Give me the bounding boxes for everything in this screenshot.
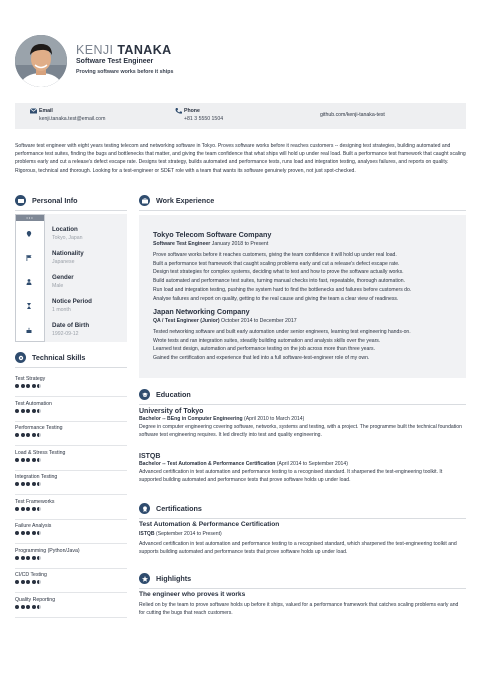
skill-item: [15, 548, 127, 560]
skill-rating: [15, 409, 127, 413]
graduation-cap-icon: [139, 389, 150, 400]
skill-divider: [15, 519, 127, 520]
nationality-value: Japanese: [52, 259, 75, 265]
highlight-entry: [139, 591, 465, 618]
rating-dot: [15, 580, 19, 584]
skill-rating: [15, 482, 127, 486]
rating-dot: [21, 433, 25, 437]
rating-dot: [32, 433, 36, 437]
gender-key: Gender: [52, 274, 74, 281]
personal-info-notice: [52, 298, 92, 313]
cake-icon: [26, 327, 32, 333]
contact-github: [320, 112, 385, 118]
rating-dot: [26, 605, 30, 609]
skill-name: Failure Analysis: [15, 523, 52, 529]
rating-dot: [32, 556, 36, 560]
education-degree-line: [139, 461, 465, 467]
skill-item: [15, 597, 127, 609]
star-icon: [139, 573, 150, 584]
rating-dot: [15, 556, 19, 560]
last-name: TANAKA: [117, 43, 172, 57]
person-icon: [26, 279, 32, 285]
rating-dot: [15, 384, 19, 388]
rating-dot: [32, 384, 36, 388]
rating-dot: [21, 384, 25, 388]
job-company: Japan Networking Company: [153, 307, 250, 316]
skill-divider: [15, 470, 127, 471]
rating-dot: [26, 384, 30, 388]
rating-dot: [32, 507, 36, 511]
divider: [15, 210, 127, 211]
skill-item: [15, 572, 127, 584]
skill-item: [15, 523, 127, 535]
skill-name: Load & Stress Testing: [15, 449, 66, 456]
rating-dot: [15, 458, 19, 462]
certification-entry: [139, 521, 465, 557]
education-school: ISTQB: [139, 453, 161, 460]
job-bullet: Analyse failures and report on quality, getting to the real cause and giving the team a clear view of readiness.: [153, 295, 399, 302]
rating-dot: [37, 482, 41, 486]
divider: [139, 588, 466, 589]
skill-item: [15, 474, 127, 486]
work-title: Work Experience: [156, 196, 215, 205]
job-bullet: Run load and integration testing, pushing the system hard to find the bottlenecks and failures before customers do.: [153, 286, 412, 293]
profile-photo: [15, 35, 67, 87]
rating-dot: [21, 605, 25, 609]
rating-dot: [26, 507, 30, 511]
phone-icon: [175, 108, 182, 114]
job-dates: October 2014 to December 2017: [221, 318, 297, 324]
hourglass-icon: [26, 303, 32, 309]
location-pin-icon: [26, 231, 32, 237]
job-bullet: Learned test design, automation and performance testing on the job across more than three years.: [153, 346, 375, 353]
certifications-heading: [139, 503, 202, 514]
flag-icon: [26, 255, 32, 261]
skill-divider: [15, 543, 127, 544]
rating-dot: [37, 556, 41, 560]
dob-key: Date of Birth: [52, 322, 90, 329]
skill-item: [15, 425, 127, 437]
job-role: QA / Test Engineer (Junior): [153, 318, 220, 324]
skill-name: Test Automation: [15, 400, 52, 407]
job-bullet: Gained the certification and experience that led into a full software-test-engineer role of my own.: [153, 355, 370, 362]
divider: [139, 518, 466, 519]
skill-name: Quality Reporting: [15, 596, 56, 603]
gear-icon: [15, 352, 26, 363]
highlights-title: Highlights: [156, 574, 192, 583]
email-label: Email: [39, 108, 53, 114]
envelope-icon: [30, 108, 37, 114]
divider: [139, 404, 466, 405]
phone-label: Phone: [184, 108, 200, 114]
education-heading: [139, 389, 191, 400]
skill-item: [15, 401, 127, 413]
rating-dot: [15, 605, 19, 609]
divider: [139, 210, 466, 211]
job-dates: January 2018 to Present: [211, 241, 269, 247]
rating-dot: [26, 409, 30, 413]
skill-divider: [15, 568, 127, 569]
certification-issuer: ISTQB: [139, 531, 155, 537]
rating-dot: [21, 580, 25, 584]
work-heading: [139, 195, 214, 206]
education-dates: (April 2010 to March 2014): [244, 416, 305, 422]
job-bullet: Prove software works before it reaches customers, giving the team confidence it will hold up under real load.: [153, 252, 397, 258]
contact-email: [30, 108, 105, 122]
dob-value: 1992-09-12: [52, 331, 79, 337]
rating-dot: [15, 433, 19, 437]
skill-name: Test Frameworks: [15, 498, 55, 505]
rating-dot: [21, 482, 25, 486]
personal-info-location: [52, 226, 83, 241]
rating-dot: [26, 531, 30, 535]
rating-dot: [21, 556, 25, 560]
highlight-desc: Relied on by the team to prove software holds up before it ships, valued for a performance framework that catches scaling problems early and for cutting the bugs that reach customers.: [139, 602, 459, 617]
gender-value: Male: [52, 283, 64, 289]
notice-value: 1 month: [52, 307, 71, 313]
rating-dot: [15, 531, 19, 535]
education-degree-line: [139, 416, 465, 422]
personal-info-dob: [52, 322, 89, 337]
education-title: Education: [156, 390, 191, 399]
rating-dot: [21, 507, 25, 511]
rating-dot: [37, 458, 41, 462]
rating-dot: [32, 409, 36, 413]
rating-dot: [32, 482, 36, 486]
rating-dot: [21, 409, 25, 413]
skill-name: Integration Testing: [15, 474, 58, 480]
profile-summary: Software test engineer with eight years testing telecom and networking software in Tokyo. Proves software works before it reaches customers -- designing test strategies, building automated and performance test suites, finding the bugs and bottlenecks that matter, and giving the team confidence that what ships will hold up under real load. Built a performance test framework that caught scaling problems early and cut a release's defect escape rate. Designs test strategy, builds automated and performance tests, runs load and integration testing, analyses failures, and reports on quality. Rigorous, technical and thorough. Looking for a test-engineer or SDET role with a team that wants its software genuinely proven, not just spot-checked.: [15, 143, 466, 174]
rating-dot: [26, 458, 30, 462]
rating-dot: [32, 458, 36, 462]
skill-item: [15, 499, 127, 511]
personal-info-title: Personal Info: [32, 196, 78, 205]
personal-info-heading: [15, 195, 78, 206]
contact-phone: [175, 108, 223, 122]
certification-desc: Advanced certification in test automation and performance testing to a recognised standard, which sharpened the test-engineering toolkit and supports building automated and performance tests that prove software holds up under load.: [139, 541, 457, 556]
highlights-heading: [139, 573, 191, 584]
education-entry: [139, 408, 465, 440]
education-entry: [139, 453, 465, 485]
education-degree: Bachelor -- Test Automation & Performance Certification: [139, 461, 276, 467]
rating-dot: [37, 409, 41, 413]
job-bullet: Wrote tests and ran integration suites, steadily building automation and analysis skills over the years.: [153, 337, 381, 344]
certificate-icon: [139, 503, 150, 514]
notice-key: Notice Period: [52, 298, 92, 305]
rating-dot: [37, 605, 41, 609]
rating-dot: [15, 409, 19, 413]
rating-dot: [21, 458, 25, 462]
skill-item: [15, 450, 127, 462]
skills-heading: [15, 352, 85, 363]
rating-dot: [26, 433, 30, 437]
job-bullet: Build automated and performance test suites, turning manual checks into fast, repeatable, thorough automation.: [153, 278, 406, 285]
rating-dot: [32, 580, 36, 584]
rating-dot: [26, 580, 30, 584]
rating-dot: [15, 507, 19, 511]
skill-item: [15, 376, 127, 388]
nationality-key: Nationality: [52, 250, 84, 257]
job-bullet: Design test strategies for complex systems, deciding what to test and how to prove the software actually works.: [153, 269, 404, 276]
skill-name: Programming (Python/Java): [15, 547, 80, 554]
rating-dot: [37, 507, 41, 511]
skill-divider: [15, 396, 127, 397]
certification-dates: (September 2014 to Present): [156, 531, 222, 537]
skill-rating: [15, 580, 127, 584]
job-bullet: Tested networking software and built early automation under senior engineers, learning test engineering hands-on.: [153, 329, 411, 335]
divider: [15, 367, 127, 368]
skill-name: Test Strategy: [15, 376, 46, 382]
candidate-name: [76, 43, 172, 57]
rating-dot: [32, 531, 36, 535]
skill-rating: [15, 433, 127, 437]
education-desc: Advanced certification in test automation and performance testing to a recognised standard. It sharpened the test-engineering toolkit. It supported building automated and performance tests that prove software holds up under load.: [139, 469, 443, 484]
certification-name: Test Automation & Performance Certification: [139, 521, 280, 528]
location-value: Tokyo, Japan: [52, 235, 83, 241]
personal-info-nationality: [52, 250, 84, 265]
skill-divider: [15, 617, 127, 618]
skill-rating: [15, 458, 127, 462]
education-dates: (April 2014 to September 2014): [276, 461, 348, 467]
location-key: Location: [52, 226, 78, 233]
skill-rating: [15, 384, 127, 388]
job-entry: [153, 230, 458, 303]
certification-issuer-line: [139, 531, 465, 537]
phone-link[interactable]: +81 3 5550 1504: [184, 116, 224, 122]
github-link[interactable]: github.com/kenji-tanaka-test: [320, 112, 385, 118]
rating-dot: [26, 482, 30, 486]
certifications-title: Certifications: [156, 504, 202, 513]
skills-title: Technical Skills: [32, 353, 86, 362]
skill-divider: [15, 592, 127, 593]
skill-divider: [15, 445, 127, 446]
contact-bar: [15, 103, 466, 129]
education-desc: Degree in computer engineering covering software, networks, systems and testing, with a project. The programme built the technical foundation software test engineering requires. It led directly into test and quality engineering.: [139, 424, 462, 439]
skill-rating: [15, 531, 127, 535]
job-company: Tokyo Telecom Software Company: [153, 230, 272, 239]
rating-dot: [37, 384, 41, 388]
rating-dot: [32, 605, 36, 609]
id-card-icon: [15, 195, 26, 206]
rating-dot: [37, 531, 41, 535]
personal-info-gender: [52, 274, 74, 289]
job-role: Software Test Engineer: [153, 241, 211, 247]
skill-rating: [15, 556, 127, 560]
job-role-line: [153, 318, 458, 324]
tagline: Proving software works before it ships: [76, 69, 174, 75]
rating-dot: [26, 556, 30, 560]
skill-name: CI/CD Testing: [15, 572, 47, 578]
job-entry: [153, 307, 458, 363]
briefcase-icon: [139, 195, 150, 206]
job-title: Software Test Engineer: [76, 58, 154, 65]
highlight-title: The engineer who proves it works: [139, 591, 246, 598]
rating-dot: [21, 531, 25, 535]
email-link[interactable]: kenji.tanaka.test@email.com: [39, 116, 106, 122]
rating-dot: [15, 482, 19, 486]
education-school: University of Tokyo: [139, 408, 204, 415]
card-dots: •••: [16, 215, 44, 221]
skill-name: Performance Testing: [15, 425, 63, 431]
skill-rating: [15, 507, 127, 511]
job-role-line: [153, 241, 458, 247]
job-bullet: Built a performance test framework that caught scaling problems early and cut a release's defect escape rate.: [153, 260, 400, 267]
first-name: KENJI: [76, 43, 114, 57]
skill-divider: [15, 421, 127, 422]
education-degree: Bachelor -- BEng in Computer Engineering: [139, 416, 243, 422]
rating-dot: [37, 433, 41, 437]
rating-dot: [37, 580, 41, 584]
skill-divider: [15, 494, 127, 495]
skill-rating: [15, 605, 127, 609]
